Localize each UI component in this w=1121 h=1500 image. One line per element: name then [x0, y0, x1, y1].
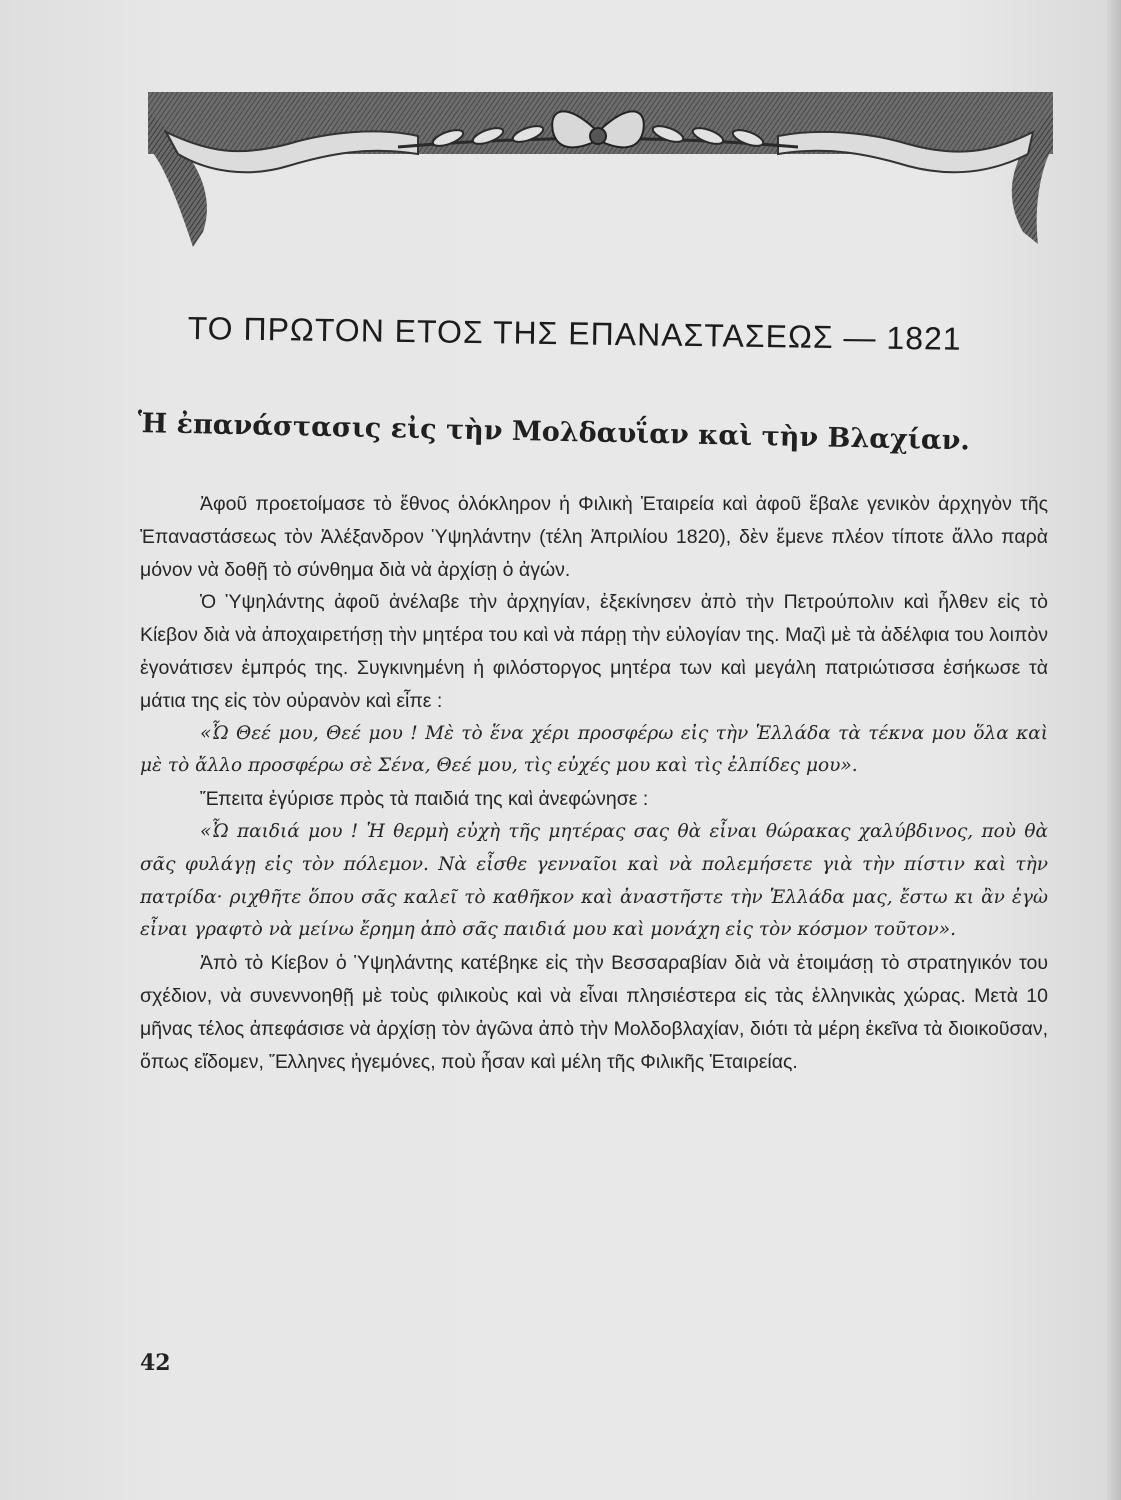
- quote-paragraph: «Ὦ Θεέ μου, Θεέ μου ! Μὲ τὸ ἕνα χέρι προσφέρω εἰς τὴν Ἑλλάδα τὰ τέκνα μου ὅλα καὶ μὲ τὸ ἄλλο προσφέρω σὲ Σένα, Θεέ μου, τὶς εὐχές μου καὶ τὶς ἐλπίδες μου».: [140, 722, 1048, 777]
- page-number: 42: [140, 1350, 171, 1376]
- paragraph: Ἀφοῦ προετοίμασε τὸ ἔθνος ὁλόκληρον ἡ Φιλικὴ Ἑταιρεία καὶ ἀφοῦ ἔβαλε γενικὸν ἀρχηγὸν τῆς Ἐπαναστάσεως τὸν Ἀλέξανδρον Ὑψηλάντην (τέλη Ἀπριλίου 1820), δὲν ἔμενε πλέον τίποτε ἄλλο παρὰ μόνον νὰ δοθῇ τὸ σύνθημα διὰ νὰ ἀρχίσῃ ὁ ἀγών.: [140, 493, 1048, 581]
- section-subtitle: Ἡ ἐπανάστασις εἰς τὴν Μολδαυΐαν καὶ τὴν Βλαχίαν.: [137, 408, 971, 457]
- page-gutter: [1107, 0, 1121, 1500]
- chapter-title: ΤΟ ΠΡΩΤΟΝ ΕΤΟΣ ΤΗΣ ΕΠΑΝΑΣΤΑΣΕΩΣ — 1821: [187, 310, 962, 357]
- paragraph: Ἀπὸ τὸ Κίεβον ὁ Ὑψηλάντης κατέβηκε εἰς τὴν Βεσσαραβίαν διὰ νὰ ἑτοιμάσῃ τὸ στρατηγικόν του σχέδιον, νὰ συνεννοηθῇ μὲ τοὺς φιλικοὺς καὶ νὰ εἶναι πλησιέστερα εἰς τὰς ἑλληνικὰς χώρας. Μετὰ 10 μῆνας τέλος ἀπεφάσισε νὰ ἀρχίσῃ τὸν ἀγῶνα ἀπὸ τὴν Μολδοβλαχίαν, διότι τὰ μέρη ἐκεῖνα τὰ διοικοῦσαν, ὅπως εἴδομεν, Ἕλληνες ἡγεμόνες, ποὺ ἦσαν καὶ μέλη τῆς Φιλικῆς Ἑταιρείας.: [140, 952, 1048, 1073]
- quote-paragraph: «Ὦ παιδιά μου ! Ἡ θερμὴ εὐχὴ τῆς μητέρας σας θὰ εἶναι θώρακας χαλύβδινος, ποὺ θὰ σᾶς φυλάγῃ εἰς τὸν πόλεμον. Νὰ εἶσθε γενναῖοι καὶ νὰ πολεμήσετε γιὰ τὴν πίστιν καὶ τὴν πατρίδα· ριχθῆτε ὅπου σᾶς καλεῖ τὸ καθῆκον καὶ ἀναστῆστε τὴν Ἑλλάδα μας, ἔστω κι ἂν ἐγὼ εἶναι γραφτὸ νὰ μείνω ἔρημη ἀπὸ σᾶς παιδιά μου καὶ μονάχη εἰς τὸν κόσμον τοῦτον».: [140, 820, 1048, 941]
- paragraph: Ὁ Ὑψηλάντης ἀφοῦ ἀνέλαβε τὴν ἀρχηγίαν, ἐξεκίνησεν ἀπὸ τὴν Πετρούπολιν καὶ ἦλθεν εἰς τὸ Κίεβον διὰ νὰ ἀποχαιρετήσῃ τὴν μητέρα του καὶ νὰ πάρῃ τὴν εὐλογίαν της. Μαζὶ μὲ τὰ ἀδέλφια του λοιπὸν ἐγονάτισεν ἐμπρός της. Συγκινημένη ἡ φιλόστοργος μητέρα των καὶ μεγάλη πατριώτισσα ἐσήκωσε τὰ μάτια της εἰς τὸν οὐρανὸν καὶ εἶπε :: [140, 591, 1048, 712]
- decorative-ribbon-header-icon: [148, 92, 1053, 252]
- body-text: [140, 488, 1048, 1078]
- paragraph: Ἔπειτα ἐγύρισε πρὸς τὰ παιδιά της καὶ ἀνεφώνησε :: [200, 788, 649, 811]
